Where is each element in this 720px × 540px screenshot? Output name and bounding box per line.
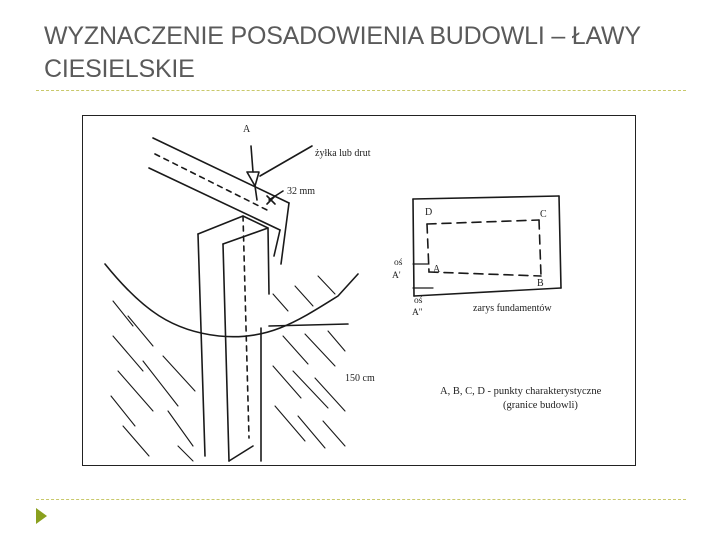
label-depth: 150 cm [345,373,375,384]
label-axis-a2-line2: A'' [412,308,423,318]
label-corner-b: B [537,278,544,289]
label-string: żyłka lub drut [315,148,371,159]
plumb-bob [247,146,259,200]
footer-divider [36,499,686,500]
slide-title: WYZNACZENIE POSADOWIENIA BUDOWLI – ŁAWY CIESIELSKIE [44,22,641,83]
diagram-drawing [83,116,637,467]
label-axis-a1-line1: oś [394,258,403,268]
label-point-a: A [243,124,251,135]
legend-line-2: (granice budowli) [503,400,578,411]
wooden-post [198,216,269,461]
label-corner-d: D [425,207,433,218]
label-corner-c: C [540,209,547,220]
label-offset: 32 mm [287,186,316,197]
label-foundation-outline: zarys fundamentów [473,303,552,314]
label-axis-a2-line1: oś [414,296,423,306]
next-slide-arrow-icon[interactable] [36,508,47,524]
ground-surface [105,264,358,461]
title-divider [36,90,686,91]
legend-line-1: A, B, C, D - punkty charakterystyczne [440,386,602,397]
setting-out-diagram [82,115,636,466]
label-axis-a1-line2: A' [392,271,401,281]
string-line [260,146,312,176]
label-corner-a: A [433,264,441,275]
